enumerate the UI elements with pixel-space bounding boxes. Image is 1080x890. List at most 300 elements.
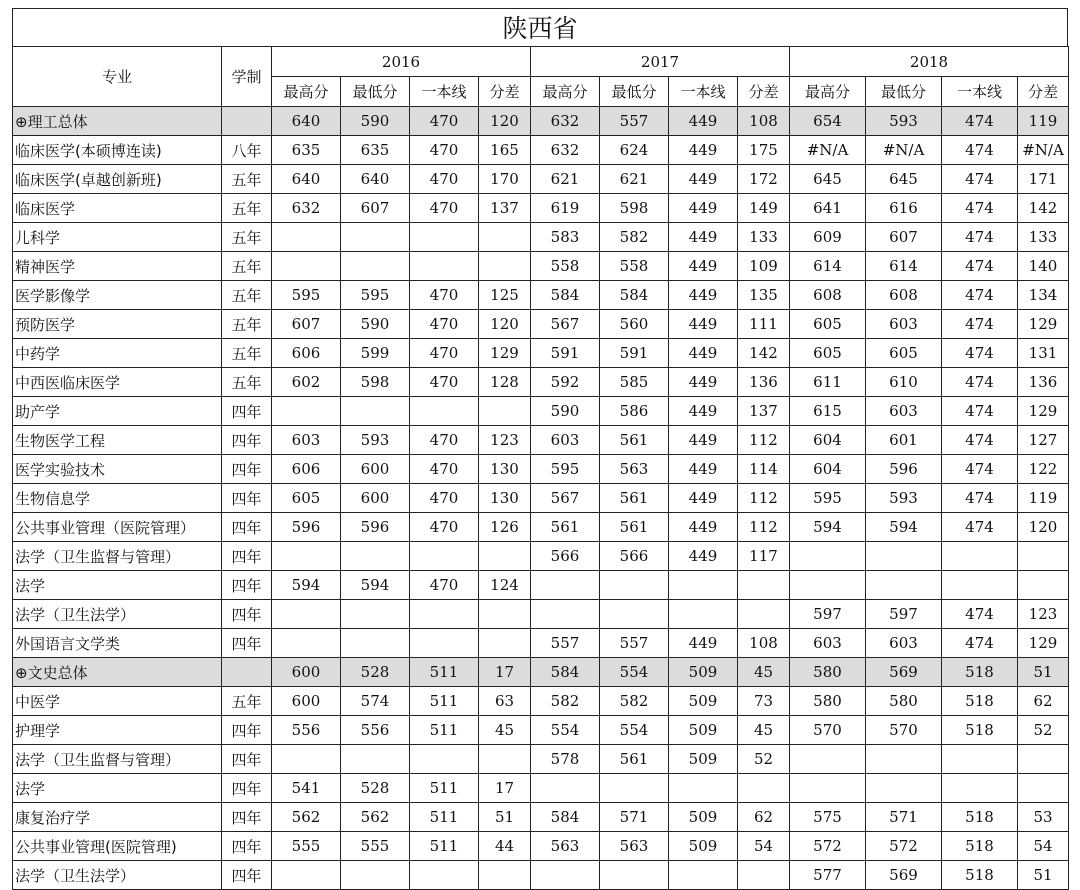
table-row	[13, 542, 1069, 571]
2018-first-tier-line-cell: 474	[942, 397, 1018, 426]
2018-score-gap-cell: 120	[1018, 513, 1069, 542]
2018-score-gap-cell: #N/A	[1018, 136, 1069, 165]
total-row	[13, 658, 1069, 687]
2016-score-gap-cell: 125	[479, 281, 531, 310]
2018-max-score-cell: 572	[790, 832, 866, 861]
2017-max-score-cell: 595	[531, 455, 600, 484]
2017-max-score-cell: 621	[531, 165, 600, 194]
2016-max-score-cell: 594	[272, 571, 341, 600]
2017-score-gap-cell: 117	[738, 542, 790, 571]
2017-first-tier-line-cell: 449	[669, 513, 738, 542]
2016-score-gap-cell: 130	[479, 455, 531, 484]
2016-max-score-cell: 555	[272, 832, 341, 861]
2017-max-score-cell	[531, 571, 600, 600]
2016-score-gap-cell: 170	[479, 165, 531, 194]
header-min-score: 最低分	[341, 77, 410, 107]
2017-score-gap-cell	[738, 600, 790, 629]
2016-max-score-cell: 602	[272, 368, 341, 397]
2016-first-tier-line-cell	[410, 397, 479, 426]
2018-min-score-cell: 571	[866, 803, 942, 832]
2016-min-score-cell: 528	[341, 774, 410, 803]
2018-max-score-cell: 580	[790, 687, 866, 716]
2018-min-score-cell: 593	[866, 107, 942, 136]
2018-min-score-cell: 572	[866, 832, 942, 861]
2017-first-tier-line-cell	[669, 600, 738, 629]
2017-max-score-cell	[531, 861, 600, 890]
table-row	[13, 455, 1069, 484]
2017-max-score-cell: 590	[531, 397, 600, 426]
2016-first-tier-line-cell: 470	[410, 513, 479, 542]
2017-max-score-cell: 584	[531, 281, 600, 310]
table-row	[13, 223, 1069, 252]
2016-min-score-cell	[341, 745, 410, 774]
major-name-cell: 公共事业管理(医院管理)	[13, 832, 222, 861]
2017-first-tier-line-cell: 449	[669, 455, 738, 484]
header-row-years	[13, 47, 1069, 77]
2016-min-score-cell: 599	[341, 339, 410, 368]
2018-max-score-cell	[790, 745, 866, 774]
2016-max-score-cell: 541	[272, 774, 341, 803]
2017-max-score-cell: 582	[531, 687, 600, 716]
header-year-2017: 2017	[531, 47, 790, 77]
duration-cell: 四年	[222, 571, 272, 600]
score-sheet	[12, 8, 1068, 890]
2016-score-gap-cell: 63	[479, 687, 531, 716]
2016-first-tier-line-cell	[410, 542, 479, 571]
2017-score-gap-cell: 54	[738, 832, 790, 861]
major-name-cell: 助产学	[13, 397, 222, 426]
2018-first-tier-line-cell: 474	[942, 629, 1018, 658]
2016-score-gap-cell: 130	[479, 484, 531, 513]
2018-score-gap-cell: 171	[1018, 165, 1069, 194]
2016-max-score-cell: 603	[272, 426, 341, 455]
2016-first-tier-line-cell: 470	[410, 368, 479, 397]
duration-cell: 四年	[222, 745, 272, 774]
2018-score-gap-cell	[1018, 571, 1069, 600]
2016-first-tier-line-cell: 470	[410, 426, 479, 455]
2018-max-score-cell: #N/A	[790, 136, 866, 165]
2016-first-tier-line-cell	[410, 629, 479, 658]
2017-max-score-cell: 584	[531, 803, 600, 832]
2018-min-score-cell	[866, 774, 942, 803]
2018-first-tier-line-cell: 474	[942, 281, 1018, 310]
2016-max-score-cell	[272, 745, 341, 774]
2016-min-score-cell	[341, 252, 410, 281]
2017-first-tier-line-cell: 449	[669, 310, 738, 339]
2016-score-gap-cell	[479, 397, 531, 426]
table-body	[13, 107, 1069, 890]
major-name-cell: ⊕理工总体	[13, 107, 222, 136]
2018-max-score-cell: 608	[790, 281, 866, 310]
2018-score-gap-cell: 127	[1018, 426, 1069, 455]
2017-score-gap-cell: 108	[738, 107, 790, 136]
2016-first-tier-line-cell: 470	[410, 136, 479, 165]
2017-score-gap-cell: 172	[738, 165, 790, 194]
2016-first-tier-line-cell: 511	[410, 658, 479, 687]
2018-first-tier-line-cell	[942, 571, 1018, 600]
2016-first-tier-line-cell: 470	[410, 194, 479, 223]
2018-first-tier-line-cell: 518	[942, 832, 1018, 861]
major-name-cell: 精神医学	[13, 252, 222, 281]
table-row	[13, 194, 1069, 223]
2016-min-score-cell	[341, 629, 410, 658]
2016-first-tier-line-cell: 511	[410, 803, 479, 832]
2017-first-tier-line-cell: 449	[669, 194, 738, 223]
2016-first-tier-line-cell	[410, 223, 479, 252]
2018-score-gap-cell: 129	[1018, 310, 1069, 339]
2018-first-tier-line-cell: 474	[942, 484, 1018, 513]
score-table	[12, 46, 1069, 890]
2017-first-tier-line-cell: 449	[669, 629, 738, 658]
2016-max-score-cell: 600	[272, 658, 341, 687]
2016-first-tier-line-cell: 470	[410, 484, 479, 513]
2017-max-score-cell: 561	[531, 513, 600, 542]
2018-max-score-cell: 654	[790, 107, 866, 136]
table-row	[13, 513, 1069, 542]
2016-score-gap-cell: 44	[479, 832, 531, 861]
2018-max-score-cell: 605	[790, 339, 866, 368]
2016-max-score-cell: 606	[272, 455, 341, 484]
2018-min-score-cell	[866, 745, 942, 774]
table-row	[13, 397, 1069, 426]
2018-max-score-cell: 604	[790, 455, 866, 484]
2017-max-score-cell: 578	[531, 745, 600, 774]
2016-min-score-cell: 556	[341, 716, 410, 745]
2017-max-score-cell: 563	[531, 832, 600, 861]
2017-max-score-cell: 567	[531, 310, 600, 339]
2016-first-tier-line-cell: 470	[410, 107, 479, 136]
duration-cell: 五年	[222, 687, 272, 716]
2016-max-score-cell	[272, 252, 341, 281]
2018-first-tier-line-cell: 474	[942, 368, 1018, 397]
major-name-cell: 医学影像学	[13, 281, 222, 310]
table-row	[13, 600, 1069, 629]
table-row	[13, 426, 1069, 455]
2017-first-tier-line-cell: 449	[669, 252, 738, 281]
2016-min-score-cell: 562	[341, 803, 410, 832]
2017-max-score-cell: 603	[531, 426, 600, 455]
2018-max-score-cell: 614	[790, 252, 866, 281]
2016-first-tier-line-cell: 511	[410, 716, 479, 745]
2016-min-score-cell: 590	[341, 107, 410, 136]
2016-first-tier-line-cell: 470	[410, 165, 479, 194]
2017-first-tier-line-cell: 449	[669, 426, 738, 455]
2018-max-score-cell: 580	[790, 658, 866, 687]
2016-score-gap-cell: 126	[479, 513, 531, 542]
2018-first-tier-line-cell: 474	[942, 136, 1018, 165]
header-score-gap: 分差	[479, 77, 531, 107]
major-name-cell: 康复治疗学	[13, 803, 222, 832]
2017-first-tier-line-cell: 449	[669, 281, 738, 310]
duration-cell: 五年	[222, 368, 272, 397]
2017-score-gap-cell: 45	[738, 716, 790, 745]
major-name-cell: 公共事业管理（医院管理）	[13, 513, 222, 542]
2018-first-tier-line-cell: 474	[942, 513, 1018, 542]
2018-max-score-cell: 615	[790, 397, 866, 426]
duration-cell: 四年	[222, 542, 272, 571]
2016-first-tier-line-cell: 470	[410, 339, 479, 368]
2016-min-score-cell	[341, 542, 410, 571]
2018-min-score-cell: 603	[866, 629, 942, 658]
2016-first-tier-line-cell	[410, 745, 479, 774]
2016-min-score-cell	[341, 861, 410, 890]
2018-max-score-cell: 570	[790, 716, 866, 745]
2016-score-gap-cell	[479, 223, 531, 252]
2016-score-gap-cell: 128	[479, 368, 531, 397]
2016-min-score-cell: 595	[341, 281, 410, 310]
table-row	[13, 310, 1069, 339]
page-title: 陕西省	[12, 8, 1068, 46]
2017-min-score-cell: 582	[600, 687, 669, 716]
2016-score-gap-cell: 17	[479, 774, 531, 803]
2018-min-score-cell: 601	[866, 426, 942, 455]
2018-first-tier-line-cell: 474	[942, 600, 1018, 629]
2017-first-tier-line-cell: 509	[669, 832, 738, 861]
2016-max-score-cell: 607	[272, 310, 341, 339]
2017-min-score-cell: 624	[600, 136, 669, 165]
2018-first-tier-line-cell	[942, 542, 1018, 571]
major-name-cell: 法学（卫生监督与管理）	[13, 542, 222, 571]
duration-cell: 五年	[222, 194, 272, 223]
2018-score-gap-cell: 119	[1018, 484, 1069, 513]
major-name-cell: 中药学	[13, 339, 222, 368]
2017-min-score-cell: 566	[600, 542, 669, 571]
2018-max-score-cell: 604	[790, 426, 866, 455]
2018-max-score-cell: 603	[790, 629, 866, 658]
2016-first-tier-line-cell: 511	[410, 832, 479, 861]
major-name-cell: 法学（卫生法学）	[13, 600, 222, 629]
2018-first-tier-line-cell: 518	[942, 658, 1018, 687]
header-score-gap: 分差	[738, 77, 790, 107]
2017-max-score-cell: 632	[531, 107, 600, 136]
duration-cell: 四年	[222, 600, 272, 629]
2018-min-score-cell: #N/A	[866, 136, 942, 165]
2017-min-score-cell	[600, 571, 669, 600]
duration-cell: 四年	[222, 629, 272, 658]
2017-max-score-cell: 632	[531, 136, 600, 165]
2017-min-score-cell: 571	[600, 803, 669, 832]
duration-cell: 四年	[222, 397, 272, 426]
2017-max-score-cell: 592	[531, 368, 600, 397]
2017-min-score-cell: 561	[600, 484, 669, 513]
2017-first-tier-line-cell	[669, 774, 738, 803]
table-row	[13, 687, 1069, 716]
2017-min-score-cell: 598	[600, 194, 669, 223]
2016-max-score-cell: 635	[272, 136, 341, 165]
2017-min-score-cell: 586	[600, 397, 669, 426]
2018-score-gap-cell	[1018, 542, 1069, 571]
major-name-cell: 护理学	[13, 716, 222, 745]
header-first-tier-line: 一本线	[942, 77, 1018, 107]
2016-min-score-cell: 528	[341, 658, 410, 687]
2017-max-score-cell: 554	[531, 716, 600, 745]
2016-min-score-cell: 590	[341, 310, 410, 339]
2017-first-tier-line-cell: 449	[669, 165, 738, 194]
header-first-tier-line: 一本线	[410, 77, 479, 107]
table-row	[13, 136, 1069, 165]
2018-max-score-cell: 645	[790, 165, 866, 194]
table-row	[13, 861, 1069, 890]
major-name-cell: 生物信息学	[13, 484, 222, 513]
2017-max-score-cell	[531, 600, 600, 629]
2018-score-gap-cell	[1018, 774, 1069, 803]
2018-first-tier-line-cell: 474	[942, 339, 1018, 368]
2016-score-gap-cell	[479, 542, 531, 571]
major-name-cell: 中医学	[13, 687, 222, 716]
header-min-score: 最低分	[600, 77, 669, 107]
2018-score-gap-cell: 53	[1018, 803, 1069, 832]
2018-score-gap-cell: 52	[1018, 716, 1069, 745]
2017-first-tier-line-cell: 449	[669, 136, 738, 165]
major-name-cell: 医学实验技术	[13, 455, 222, 484]
table-row	[13, 165, 1069, 194]
2017-min-score-cell: 561	[600, 745, 669, 774]
2016-min-score-cell: 600	[341, 484, 410, 513]
duration-cell: 四年	[222, 426, 272, 455]
2016-score-gap-cell: 45	[479, 716, 531, 745]
major-name-cell: 儿科学	[13, 223, 222, 252]
2018-score-gap-cell: 134	[1018, 281, 1069, 310]
header-max-score: 最高分	[531, 77, 600, 107]
2017-score-gap-cell: 108	[738, 629, 790, 658]
duration-cell: 四年	[222, 513, 272, 542]
2017-min-score-cell: 563	[600, 832, 669, 861]
2018-score-gap-cell	[1018, 745, 1069, 774]
2016-first-tier-line-cell: 470	[410, 455, 479, 484]
2017-max-score-cell: 619	[531, 194, 600, 223]
2016-max-score-cell: 600	[272, 687, 341, 716]
header-score-gap: 分差	[1018, 77, 1069, 107]
2018-max-score-cell: 594	[790, 513, 866, 542]
2017-min-score-cell: 557	[600, 629, 669, 658]
2018-first-tier-line-cell: 518	[942, 861, 1018, 890]
2016-max-score-cell	[272, 861, 341, 890]
2016-min-score-cell: 640	[341, 165, 410, 194]
2017-min-score-cell: 557	[600, 107, 669, 136]
2017-min-score-cell	[600, 600, 669, 629]
2016-min-score-cell: 555	[341, 832, 410, 861]
2016-score-gap-cell	[479, 745, 531, 774]
2017-max-score-cell	[531, 774, 600, 803]
2016-score-gap-cell: 165	[479, 136, 531, 165]
major-name-cell: 法学	[13, 571, 222, 600]
2018-first-tier-line-cell: 518	[942, 687, 1018, 716]
2017-max-score-cell: 591	[531, 339, 600, 368]
2016-min-score-cell: 600	[341, 455, 410, 484]
2016-max-score-cell: 632	[272, 194, 341, 223]
2017-first-tier-line-cell: 509	[669, 803, 738, 832]
2016-min-score-cell: 594	[341, 571, 410, 600]
major-name-cell: 临床医学	[13, 194, 222, 223]
2016-max-score-cell: 595	[272, 281, 341, 310]
2018-min-score-cell: 610	[866, 368, 942, 397]
2017-first-tier-line-cell	[669, 571, 738, 600]
2017-score-gap-cell: 112	[738, 484, 790, 513]
2016-first-tier-line-cell: 470	[410, 310, 479, 339]
2016-first-tier-line-cell: 511	[410, 687, 479, 716]
2017-score-gap-cell: 52	[738, 745, 790, 774]
table-row	[13, 571, 1069, 600]
2016-max-score-cell	[272, 629, 341, 658]
2018-score-gap-cell: 62	[1018, 687, 1069, 716]
2017-min-score-cell	[600, 861, 669, 890]
2017-score-gap-cell: 149	[738, 194, 790, 223]
2017-max-score-cell: 566	[531, 542, 600, 571]
2017-score-gap-cell: 175	[738, 136, 790, 165]
header-max-score: 最高分	[790, 77, 866, 107]
2018-max-score-cell: 577	[790, 861, 866, 890]
2016-max-score-cell: 640	[272, 165, 341, 194]
2017-score-gap-cell: 136	[738, 368, 790, 397]
2018-first-tier-line-cell: 474	[942, 194, 1018, 223]
header-year-2018: 2018	[790, 47, 1069, 77]
table-row	[13, 368, 1069, 397]
major-name-cell: 法学（卫生监督与管理）	[13, 745, 222, 774]
2018-score-gap-cell: 123	[1018, 600, 1069, 629]
2018-first-tier-line-cell: 474	[942, 252, 1018, 281]
2018-score-gap-cell: 142	[1018, 194, 1069, 223]
2018-first-tier-line-cell	[942, 745, 1018, 774]
2018-min-score-cell: 569	[866, 861, 942, 890]
2018-min-score-cell: 596	[866, 455, 942, 484]
major-name-cell: ⊕文史总体	[13, 658, 222, 687]
2016-max-score-cell: 562	[272, 803, 341, 832]
major-name-cell: 生物医学工程	[13, 426, 222, 455]
2017-score-gap-cell: 73	[738, 687, 790, 716]
duration-cell: 四年	[222, 803, 272, 832]
2016-first-tier-line-cell: 511	[410, 774, 479, 803]
2017-score-gap-cell: 114	[738, 455, 790, 484]
header-max-score: 最高分	[272, 77, 341, 107]
2017-max-score-cell: 584	[531, 658, 600, 687]
duration-cell: 四年	[222, 832, 272, 861]
header-major: 专业	[13, 47, 222, 107]
table-row	[13, 629, 1069, 658]
duration-cell: 四年	[222, 716, 272, 745]
2016-min-score-cell: 596	[341, 513, 410, 542]
2017-first-tier-line-cell: 449	[669, 542, 738, 571]
2016-min-score-cell: 598	[341, 368, 410, 397]
2017-max-score-cell: 583	[531, 223, 600, 252]
table-row	[13, 803, 1069, 832]
2018-score-gap-cell: 136	[1018, 368, 1069, 397]
2018-max-score-cell: 575	[790, 803, 866, 832]
2016-min-score-cell	[341, 223, 410, 252]
duration-cell: 四年	[222, 774, 272, 803]
2018-min-score-cell: 593	[866, 484, 942, 513]
2017-score-gap-cell: 133	[738, 223, 790, 252]
duration-cell: 五年	[222, 281, 272, 310]
2016-min-score-cell: 635	[341, 136, 410, 165]
2016-score-gap-cell: 123	[479, 426, 531, 455]
2017-score-gap-cell	[738, 774, 790, 803]
2017-score-gap-cell: 62	[738, 803, 790, 832]
2016-min-score-cell: 593	[341, 426, 410, 455]
duration-cell: 五年	[222, 310, 272, 339]
2017-min-score-cell: 554	[600, 658, 669, 687]
header-year-2016: 2016	[272, 47, 531, 77]
table-row	[13, 484, 1069, 513]
2016-score-gap-cell	[479, 629, 531, 658]
2016-score-gap-cell: 137	[479, 194, 531, 223]
2017-score-gap-cell: 135	[738, 281, 790, 310]
2017-max-score-cell: 567	[531, 484, 600, 513]
2016-first-tier-line-cell: 470	[410, 571, 479, 600]
2016-min-score-cell	[341, 397, 410, 426]
2017-first-tier-line-cell: 449	[669, 339, 738, 368]
2016-first-tier-line-cell	[410, 600, 479, 629]
major-name-cell: 中西医临床医学	[13, 368, 222, 397]
